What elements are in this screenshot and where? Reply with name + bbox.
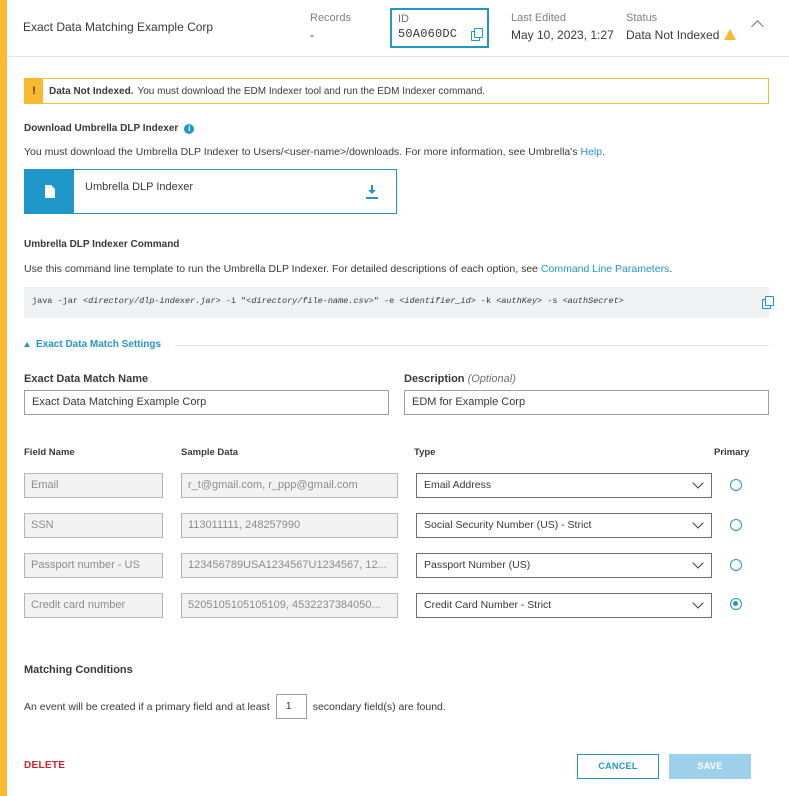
type-select-value: Passport Number (US) xyxy=(424,559,531,571)
copy-command-icon[interactable] xyxy=(762,296,773,308)
download-title-text: Download Umbrella DLP Indexer xyxy=(24,123,179,134)
file-icon-box xyxy=(25,170,74,213)
command-section-title: Umbrella DLP Indexer Command xyxy=(24,239,180,250)
edm-title: Exact Data Matching Example Corp xyxy=(23,20,214,34)
conditions-text-before: An event will be created if a primary field and at least xyxy=(24,700,270,713)
id-label: ID xyxy=(398,13,409,25)
description-input[interactable]: EDM for Example Corp xyxy=(404,390,769,415)
chevron-down-icon xyxy=(692,517,703,528)
sample-data-input: 5205105105105109, 4532237384050... xyxy=(181,593,398,618)
delete-button[interactable]: DELETE xyxy=(24,760,66,771)
file-icon xyxy=(45,185,55,198)
field-name-input: Credit card number xyxy=(24,593,163,618)
save-button[interactable]: SAVE xyxy=(669,754,751,779)
chevron-down-icon xyxy=(692,557,703,568)
type-header: Type xyxy=(414,447,436,458)
sample-data-input: 123456789USA1234567U1234567, 12... xyxy=(181,553,398,578)
records-label: Records xyxy=(310,12,351,24)
id-column xyxy=(390,8,489,48)
sample-data-input: 113011111, 248257990 xyxy=(181,513,398,538)
edm-name-label: Exact Data Match Name xyxy=(24,373,149,385)
download-icon[interactable] xyxy=(365,184,379,200)
settings-toggle-label: Exact Data Match Settings xyxy=(36,339,162,350)
cancel-button[interactable]: CANCEL xyxy=(577,754,659,779)
records-column xyxy=(310,12,351,42)
last-edited-label: Last Edited xyxy=(511,12,567,24)
primary-radio-selected[interactable] xyxy=(730,598,742,610)
sample-data-header: Sample Data xyxy=(181,447,239,458)
description-label: Description (Optional) xyxy=(404,373,516,385)
download-description: You must download the Umbrella DLP Indexer to Users/<user-name>/downloads. For more information, see Umbrella's Help. xyxy=(24,146,605,158)
status-value: Data Not Indexed xyxy=(626,28,720,42)
primary-radio[interactable] xyxy=(730,559,742,571)
primary-header: Primary xyxy=(714,447,750,458)
indexer-name: Umbrella DLP Indexer xyxy=(85,181,194,193)
download-section-title xyxy=(24,123,194,134)
warning-icon xyxy=(724,29,736,40)
last-edited-column xyxy=(511,12,614,42)
sample-data-input: r_t@gmail.com, r_ppp@gmail.com xyxy=(181,473,398,498)
collapse-chevron-icon[interactable] xyxy=(751,20,764,33)
chevron-down-icon xyxy=(692,477,703,488)
primary-radio[interactable] xyxy=(730,519,742,531)
type-select[interactable] xyxy=(416,553,712,578)
secondary-count-input[interactable]: 1 xyxy=(276,694,307,719)
status-column xyxy=(626,12,736,42)
status-value-row xyxy=(626,28,736,42)
info-icon[interactable]: i xyxy=(184,124,194,134)
command-desc-text: Use this command line template to run the Umbrella DLP Indexer. For detailed descriptions of each option, see xyxy=(24,263,538,275)
caret-up-icon xyxy=(24,342,30,347)
alert-title: Data Not Indexed. xyxy=(49,85,134,97)
alert-warning-icon: ! xyxy=(25,79,43,103)
id-value: 50A060DC xyxy=(398,27,458,41)
copy-id-icon[interactable] xyxy=(471,28,482,40)
edm-header[interactable] xyxy=(7,0,789,57)
primary-radio[interactable] xyxy=(730,479,742,491)
field-name-input: Passport number - US xyxy=(24,553,163,578)
help-link[interactable]: Help xyxy=(580,146,603,158)
type-select[interactable] xyxy=(416,513,712,538)
command-template: java -jar <directory/dlp-indexer.jar> -i "<directory/file-name.csv>" -e <identifier_id> -k <authKey> -s <authSecret> xyxy=(24,287,769,318)
command-line-params-link[interactable]: Command Line Parameters xyxy=(540,263,670,275)
edm-name-input[interactable]: Exact Data Matching Example Corp xyxy=(24,390,389,415)
status-accent-bar xyxy=(0,0,7,796)
indexer-download-card[interactable] xyxy=(24,169,397,214)
conditions-text-after: secondary field(s) are found. xyxy=(312,700,446,713)
status-label: Status xyxy=(626,12,658,24)
not-indexed-alert xyxy=(24,78,769,104)
matching-conditions-sentence xyxy=(24,694,446,719)
field-name-input: SSN xyxy=(24,513,163,538)
alert-text: You must download the EDM Indexer tool and run the EDM Indexer command. xyxy=(137,85,486,97)
last-edited-value: May 10, 2023, 1:27 xyxy=(511,28,614,42)
field-name-header: Field Name xyxy=(24,447,75,458)
settings-divider xyxy=(175,345,769,346)
type-select-value: Email Address xyxy=(424,479,492,491)
command-description: Use this command line template to run the Umbrella DLP Indexer. For detailed descriptions of each option, see Command Line Parameters. xyxy=(24,263,673,275)
chevron-down-icon xyxy=(692,597,703,608)
records-value: - xyxy=(310,28,314,42)
type-select-value: Credit Card Number - Strict xyxy=(424,599,552,611)
download-desc-text: You must download the Umbrella DLP Indexer to Users/<user-name>/downloads. For more information, see Umbrella's xyxy=(24,146,578,158)
matching-conditions-title: Matching Conditions xyxy=(24,664,133,676)
edm-settings-toggle[interactable] xyxy=(24,339,161,350)
field-name-input: Email xyxy=(24,473,163,498)
type-select-value: Social Security Number (US) - Strict xyxy=(424,519,592,531)
type-select[interactable] xyxy=(416,473,712,498)
type-select[interactable] xyxy=(416,593,712,618)
